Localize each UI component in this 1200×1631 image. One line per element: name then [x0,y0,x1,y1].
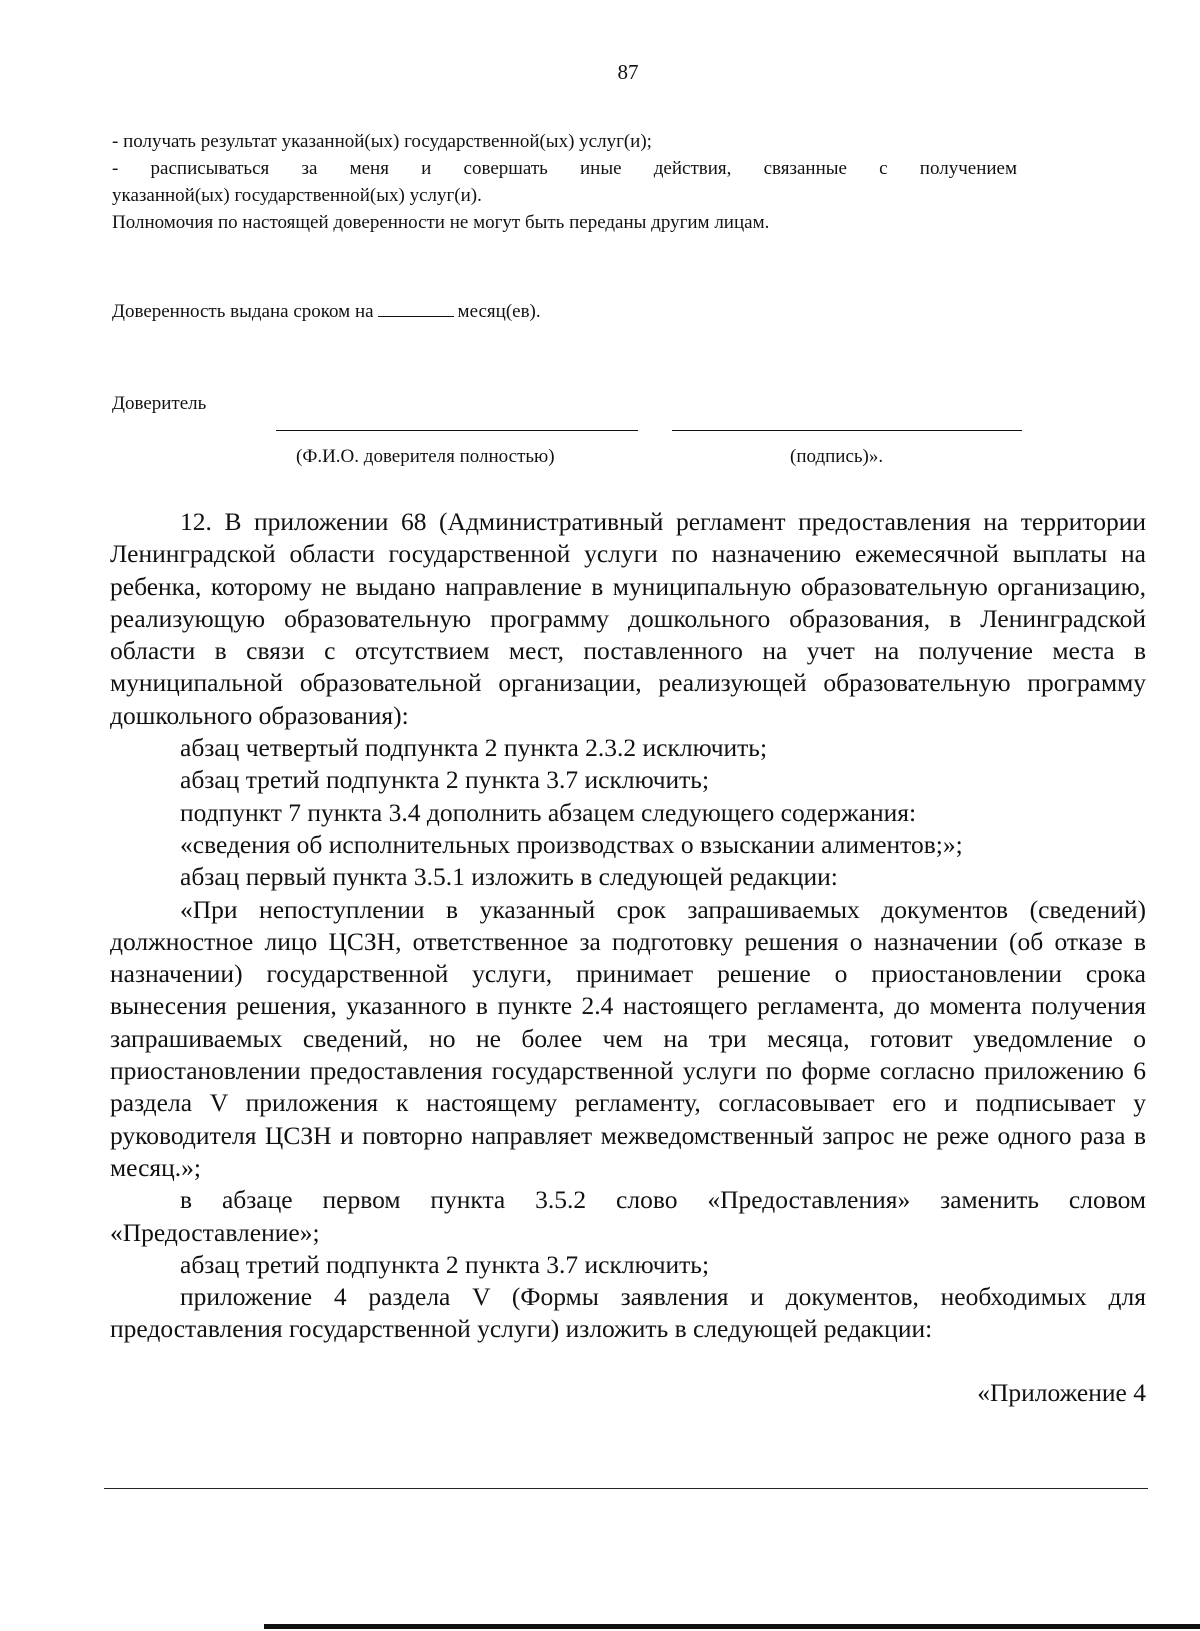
power-of-attorney-clauses [112,128,1017,236]
name-caption: (Ф.И.О. доверителя полностью) [296,446,555,467]
term-before: Доверенность выдана сроком на [112,301,374,322]
paragraph: приложение 4 раздела V (Формы заявления и документов, необходимых для предоставления государственной услуги) изложить в следующей редакции: [110,1282,1146,1344]
amendments-body [110,506,1146,1346]
principal-label: Доверитель [112,393,207,414]
name-signature-line [276,430,638,431]
paragraph: абзац третий подпункта 2 пункта 3.7 исключить; [180,765,710,795]
page-number: 87 [617,60,639,84]
paragraph: абзац четвертый подпункта 2 пункта 2.3.2 исключить; [180,733,768,763]
clause-sign-on-behalf-cont: указанной(ых) государственной(ых) услуг(и). [112,185,482,206]
appendix-label: «Приложение 4 [977,1378,1146,1407]
paragraph-12: 12. В приложении 68 (Административный регламент предоставления на территории Ленинградской области государственной услуги по назначению ежемесячной выплаты на ребенка, которому не выдано направление в муниципальную образовательную организацию, реализующую образовательную программу дошкольного образования, в Ленинградской области в связи с отсутствием мест, поставленного на учет на получение места в муниципальной образовательной организации, реализующей образовательную программу дошкольного образования): [110,507,1146,730]
clause-sign-on-behalf: - расписываться за меня и совершать иные действия, связанные с получением [112,158,1017,179]
term-after: месяц(ев). [457,301,541,322]
clause-no-transfer: Полномочия по настоящей доверенности не могут быть переданы другим лицам. [112,212,770,233]
paragraph: абзац третий подпункта 2 пункта 3.7 исключить; [180,1249,710,1279]
signature-line [672,430,1022,431]
paragraph: в абзаце первом пункта 3.5.2 слово «Предоставления» заменить словом «Предоставление»; [110,1185,1146,1247]
paragraph: абзац первый пункта 3.5.1 изложить в следующей редакции: [180,862,838,892]
term-blank-field [378,300,454,317]
paragraph: подпункт 7 пункта 3.4 дополнить абзацем следующего содержания: [180,797,917,827]
term-line [112,300,541,323]
footer-divider [104,1488,1148,1489]
clause-receive-result: - получать результат указанной(ых) государственной(ых) услуг(и); [112,131,652,152]
paragraph-quote: «При непоступлении в указанный срок запрашиваемых документов (сведений) должностное лицо ЦСЗН, ответственное за подготовку решения о назначении (об отказе в назначении) государственной услуги, принимает решение о приостановлении срока вынесения решения, указанного в пункте 2.4 настоящего регламента, до момента получения запрашиваемых сведений, но не более чем на три месяца, готовит уведомление о приостановлении предоставления государственной услуги по форме согласно приложению 6 раздела V приложения к настоящему регламенту, согласовывает его и подписывает у руководителя ЦСЗН и повторно направляет межведомственный запрос не реже одного раза в месяц.»; [110,894,1146,1182]
scan-edge-bar [264,1624,1200,1629]
signature-caption: (подпись)». [790,446,884,467]
paragraph: «сведения об исполнительных производствах о взыскании алиментов;»; [180,829,963,859]
